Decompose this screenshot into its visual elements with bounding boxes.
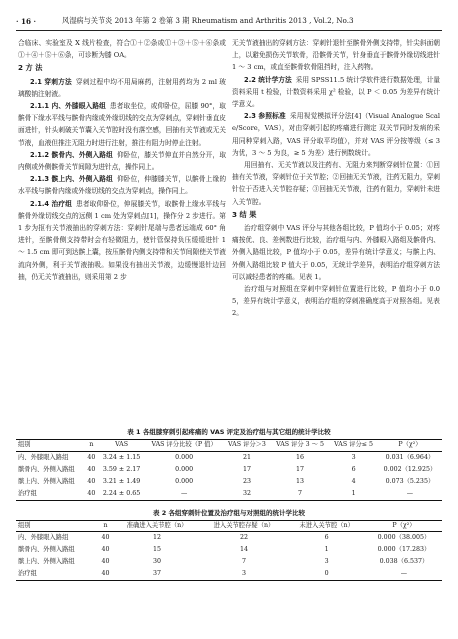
table-cell: 21: [242, 453, 251, 461]
table-cell: 40: [87, 465, 96, 473]
page-number: · 16 ·: [16, 16, 37, 26]
paragraph-text: 仰卧位，伸膝膝关节，以髌骨上缘的水平线与髌骨内缘或外缘切线的交点为穿刺点，操作同上。: [18, 175, 227, 196]
table-cell: 4: [351, 477, 356, 485]
table-cell: 40: [101, 558, 110, 565]
table-cell: 0.073（5.235）: [385, 477, 435, 485]
table-cell: 0.000: [175, 465, 194, 473]
body-paragraph: [18, 149, 226, 173]
paragraph-text: 无关节液抽出的穿刺方法：穿刺针退针至髌骨外侧支持带，针尖斜面朝上，以避免损伤关节软骨，沿髌骨关节，针身垂直于髌骨外缘切线进针 1 ～ 3 cm，或直至髌骨软骨阻挡时，注入药物。: [232, 39, 440, 72]
table-cell: 40: [87, 477, 96, 485]
paragraph-text: 采用视觉模拟评分法[4]（Visual Analogue Scale/Score，VAS），对由穿刺引起的疼痛进行测定 双关节同时发病的采用同种穿刺入路，VAS 评分取平均值），并对 VAS 评分按等级（≤ 3 为优，3 ～ 5 为良，≥ 5 为差）进行例数统计。: [232, 112, 440, 157]
table-cell: 3: [351, 453, 356, 461]
table-cell: 髌上内、外侧入路组: [18, 558, 75, 565]
body-paragraph: [18, 76, 226, 100]
table-cell: 0.031（6.964）: [385, 453, 435, 461]
table-header-cell: n: [85, 440, 99, 452]
table-cell: 14: [239, 546, 248, 553]
table-cell: 髌骨内、外侧入路组: [18, 465, 75, 473]
table-header-cell: 组别: [16, 520, 97, 532]
table-row: [16, 476, 442, 488]
table-cell: 0.000: [175, 453, 194, 461]
subsection-heading: 2.3 参照标准: [244, 112, 286, 121]
table-cell: 0.000（17.283）: [377, 546, 431, 553]
table2: [16, 520, 442, 582]
table-cell: 17: [296, 465, 305, 473]
table-row: [16, 464, 442, 476]
subsection-heading: 2.1 穿刺方法: [30, 77, 72, 86]
table-row: [16, 544, 442, 556]
left-column: [18, 37, 226, 283]
paragraph-text: 用回抽有、无关节液以及注药有、无阻力来判断穿刺针位置：①回抽有关节液，穿刺针位于关节腔；②回抽无关节液，注药无阻力，穿刺针位于否进入关节腔存疑；③回抽无关节液，注药有阻力，穿刺针未进入关节腔。: [232, 161, 440, 206]
table-cell: 3.59 ± 2.17: [102, 465, 141, 473]
table-cell: 2.24 ± 0.65: [98, 488, 145, 501]
table-cell: —: [366, 568, 442, 581]
table2-caption: 表 2 各组穿刺针位置及治疗组与对照组的统计学比较: [152, 508, 306, 517]
subsection-heading: 2.1.2 髌骨内、外侧入路组: [30, 150, 113, 159]
body-paragraph: [18, 198, 226, 283]
table-cell: —: [145, 488, 223, 501]
paragraph-text: 穿刺过程中均不用局麻药，注射用药均为 2 ml 玻璃酸钠注射液。: [18, 77, 226, 98]
table-cell: 12: [153, 534, 162, 541]
paragraph-text: 采用 SPSS11.5 统计学软件进行数据处理，计量资料采用 t 检验，计数资料采用 χ² 检验，以 P ＜ 0.05 为差异有统计学意义。: [232, 75, 440, 109]
table-header-cell: P（χ²）: [366, 520, 442, 532]
table-cell: 22: [239, 534, 248, 541]
table-cell: 30: [153, 558, 162, 565]
table1: [16, 439, 442, 501]
paragraph-text: 患者取仰卧位，伸展膝关节，取髌骨上缘水平线与髌骨外缘切线交点的远侧 1 cm 处为穿刺点[1]，操作分 2 步进行。第 1 步为抠有关节液抽出的穿刺方法：穿刺针尾端与患者远端成 60° 角进针，至髌骨侧支持带时会有轻微阻力，使针管保持负压缓缓进针 1 ～ 1.5 cm 即可到达髌上囊，按压髌骨内侧支持带和关节间隙使关节液流向外侧，利于关节液抽吸。如果没有抽出关节液，边缓慢退针边回抽，仍无关节液抽出，则采用第 2 步: [18, 199, 227, 281]
table-cell: 0: [287, 568, 365, 581]
section-heading: 3 结 果: [232, 209, 257, 219]
table-cell: 3: [324, 558, 329, 565]
table-cell: 16: [296, 453, 305, 461]
table-header-cell: VAS: [98, 440, 145, 452]
table-cell: 6: [351, 465, 356, 473]
body-paragraph: [18, 37, 226, 61]
table-cell: 治疗组: [16, 488, 85, 501]
body-paragraph: [232, 159, 440, 208]
section-heading: 2 方 法: [18, 63, 43, 73]
table-header-cell: 组别: [16, 440, 85, 452]
body-paragraph: [18, 173, 226, 197]
body-paragraph: [232, 37, 440, 74]
table-row: [16, 556, 442, 568]
table-cell: 6: [324, 534, 329, 541]
table-cell: 髌上内、外侧入路组: [18, 477, 75, 485]
subsection-heading: 2.1.4 治疗组: [30, 199, 73, 208]
table-cell: 1: [329, 488, 377, 501]
table-cell: 40: [101, 534, 110, 541]
table-header-cell: 未进入关节腔（n）: [287, 520, 365, 532]
table-cell: 3.24 ± 1.15: [102, 453, 141, 461]
table-cell: 40: [87, 453, 96, 461]
tables-section: [16, 427, 442, 581]
table-cell: 治疗组: [16, 568, 97, 581]
paragraph-text: 患者取坐位，或仰卧位，屈膝 90°，取髌骨下缘水平线与髌骨内缘或外缘切线的交点为穿刺点，穿刺针垂直皮面进针，针头刺破关节囊入关节腔时没有落空感，回抽有关节液或无关节液，血液但推注无阻力时进行注射，推注有阻力时停止注射。: [18, 102, 226, 147]
table-row: [16, 532, 442, 545]
paragraph-text: 治疗组与对照组在穿刺中穿刺针位置进行比较，P 值均小于 0.05，差异有统计学意义，表明治疗组的穿刺准确度高于对照各组。见表 2。: [232, 285, 440, 318]
paragraph-text: 仰卧位，膝关节伸直并自然分开，取内侧或外侧髌骨关节间隙为进针点，操作同上。: [18, 150, 227, 172]
table-header-cell: 准确进入关节腔（n）: [114, 520, 201, 532]
table-cell: 17: [242, 465, 251, 473]
table-cell: 内、外膝眼入路组: [18, 453, 69, 461]
table-header-cell: VAS 评分比较（P 值）: [145, 440, 223, 452]
table-header-cell: VAS 评分≤ 5: [329, 440, 377, 452]
table-header-cell: VAS 评分 3 ～ 5: [271, 440, 330, 452]
body-paragraph: [18, 100, 226, 149]
table-row: [16, 488, 442, 501]
header-rule: [16, 30, 442, 31]
table-cell: 0.002（12.925）: [383, 465, 437, 473]
table-cell: 0.000: [175, 477, 194, 485]
paragraph-text: 治疗组穿刺中 VAS 评分与其他各组比较，P 值均小于 0.05；对疼痛按优、良、差例数进行比较，治疗组与内、外膝眼入路组及髌骨内、外侧入路组比较，P 值均小于 0.05，差异有统计学意义；与髌上内、外侧入路组比较 P 值大于 0.05，无统计学差异，表明治疗组穿刺方法可以减轻患者的疼痛。见表 1。: [232, 224, 440, 281]
subsection-heading: 2.2 统计学方法: [244, 75, 292, 84]
table-cell: 32: [223, 488, 270, 501]
table-cell: 15: [153, 546, 162, 553]
table-header-cell: VAS 评分＞3: [223, 440, 270, 452]
running-header: [16, 14, 442, 28]
table-row: [16, 451, 442, 464]
journal-info: 风湿病与关节炎 2013 年第 2 卷第 3 期 Rheumatism and Arthritis 2013 , Vol.2, No.3: [62, 16, 354, 25]
table1-caption: 表 1 各组膝穿刺引起疼痛的 VAS 评定及治疗组与其它组的统计学比较: [127, 428, 331, 436]
table-cell: 23: [242, 477, 251, 485]
table-cell: 0.038（6.537）: [379, 558, 429, 565]
table-cell: 7: [271, 488, 330, 501]
table-cell: 37: [114, 568, 201, 581]
table-cell: 3: [201, 568, 288, 581]
body-paragraph: [232, 222, 440, 283]
table-cell: 0.000（38.005）: [377, 534, 431, 541]
table-cell: —: [378, 488, 442, 501]
table-cell: 13: [296, 477, 305, 485]
table-cell: 40: [85, 488, 99, 501]
table-cell: 1: [324, 546, 329, 553]
body-paragraph: [232, 110, 440, 159]
table-row: [16, 568, 442, 581]
subsection-heading: 2.1.1 内、外膝眼入路组: [30, 102, 106, 111]
table-cell: 40: [97, 568, 113, 581]
right-column: [232, 37, 440, 320]
table-cell: 髌骨内、外侧入路组: [18, 546, 75, 553]
table-cell: 内、外膝眼入路组: [18, 534, 69, 541]
table-header-cell: n: [97, 520, 113, 532]
table-header-cell: P（χ²）: [378, 440, 442, 452]
table-header-cell: 进入关节腔存疑（n）: [201, 520, 288, 532]
table-cell: 3.21 ± 1.49: [102, 477, 141, 485]
body-paragraph: [232, 283, 440, 320]
paragraph-text: 合临床、实验室及 X 线片检查，符合①＋②条或①＋③＋⑤＋⑥条或①＋④＋⑤＋⑥条，可诊断为膝 OA。: [18, 39, 226, 60]
subsection-heading: 2.1.3 髌上内、外侧入路组: [30, 175, 113, 184]
table-cell: 40: [101, 546, 110, 553]
body-paragraph: [232, 74, 440, 111]
table-cell: 7: [241, 558, 246, 565]
